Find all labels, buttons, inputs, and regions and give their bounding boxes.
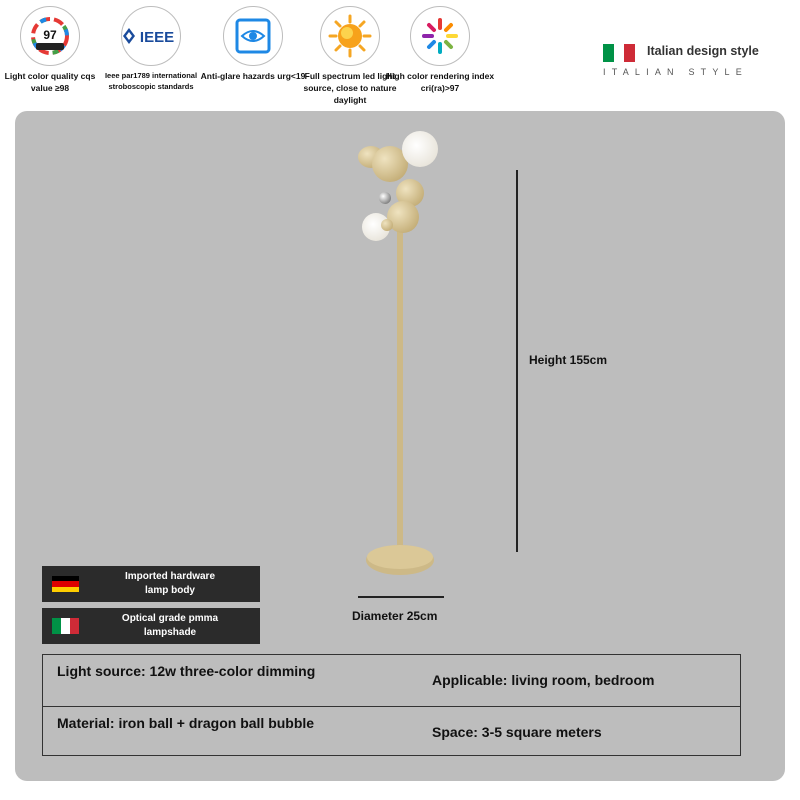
italian-style-subtitle: ITALIAN STYLE <box>603 67 748 77</box>
feature-caption: Ieee par1789 international stroboscopic standards <box>104 71 198 91</box>
floor-lamp-image <box>340 120 460 590</box>
ieee-logo-text: IEEE <box>139 29 175 46</box>
badge-imported-hardware <box>42 566 260 602</box>
badge-line1: Imported hardware <box>124 571 216 582</box>
italy-flag-icon <box>52 618 79 634</box>
height-dimension-line <box>516 170 518 552</box>
sun-icon <box>320 6 380 66</box>
germany-flag-icon <box>52 576 79 592</box>
eye-icon <box>223 6 283 66</box>
feature-caption: Light color quality cqs value ≥98 <box>4 71 96 93</box>
italian-design-title: Italian design style <box>647 44 759 58</box>
spec-light-source: Light source: 12w three-color dimming <box>57 663 316 679</box>
color-wheel-icon <box>410 6 470 66</box>
feature-color-rendering <box>385 6 495 94</box>
italian-design-style <box>603 44 793 77</box>
badge-line2: lamp body <box>144 585 195 596</box>
spec-material: Material: iron ball + dragon ball bubble <box>57 715 315 731</box>
spec-row <box>43 706 740 757</box>
feature-cqs <box>0 6 105 94</box>
spec-space: Space: 3-5 square meters <box>432 724 602 740</box>
cqs-97-badge-icon <box>20 6 80 66</box>
feature-icons-row <box>0 0 590 110</box>
badge-text <box>90 612 250 640</box>
feature-anti-glare <box>198 6 308 82</box>
feature-caption: Anti-glare hazards urg<19 <box>200 71 306 81</box>
italy-flag-icon <box>603 44 635 62</box>
ieee-logo-icon <box>121 6 181 66</box>
feature-ieee <box>96 6 206 92</box>
cqs-badge-value: 97 <box>43 28 57 42</box>
feature-caption: High color rendering index cri(ra)>97 <box>385 71 495 93</box>
diameter-dimension-line <box>358 596 444 598</box>
feature-caption: Full spectrum led light source, close to nature daylight <box>303 71 397 105</box>
spec-applicable: Applicable: living room, bedroom <box>432 672 655 688</box>
diameter-label: Diameter 25cm <box>352 609 438 623</box>
spec-table <box>42 654 741 756</box>
badge-optical-pmma <box>42 608 260 644</box>
badge-line1: Optical grade pmma <box>121 613 219 624</box>
badge-line2: lampshade <box>143 627 197 638</box>
height-label: Height 155cm <box>529 353 608 367</box>
spec-row <box>43 655 740 705</box>
badge-text <box>90 570 250 598</box>
